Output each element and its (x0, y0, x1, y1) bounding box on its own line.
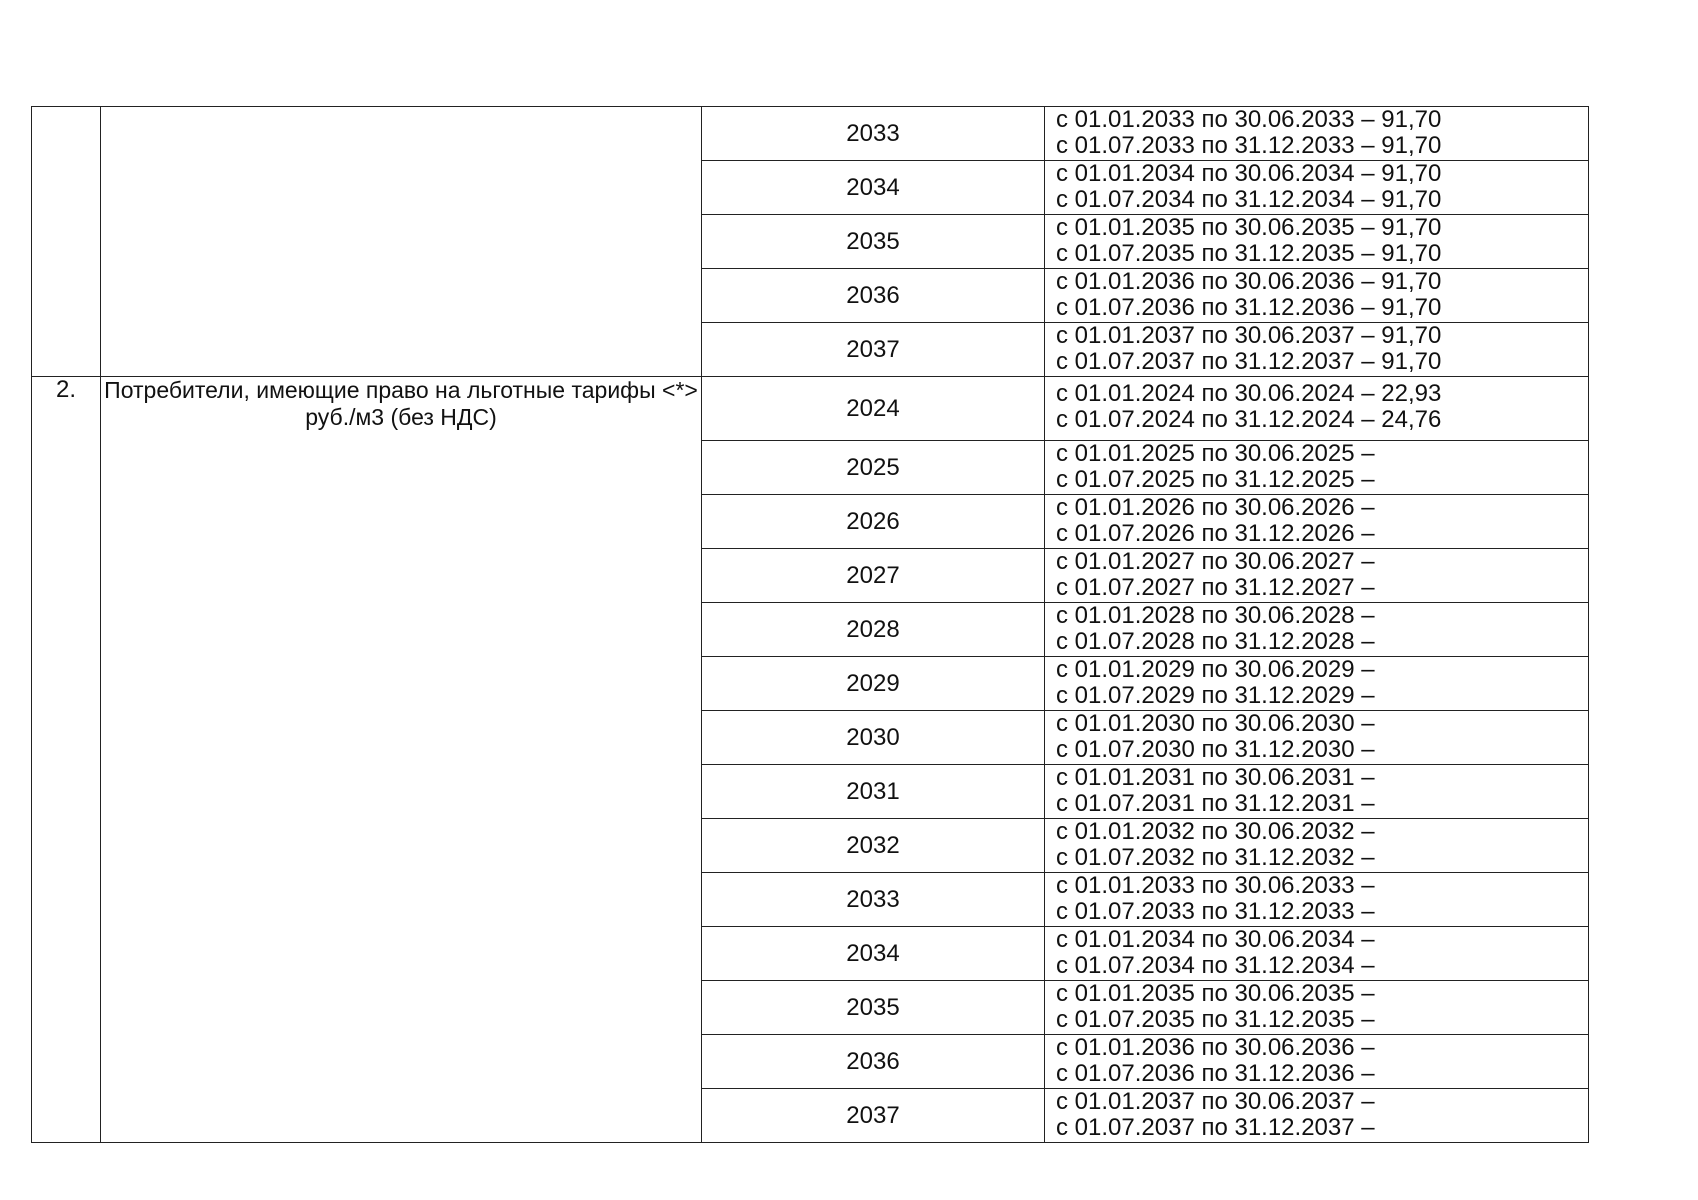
first-half-tariff: с 01.01.2035 по 30.06.2035 – 91,70 (1056, 214, 1442, 241)
second-half-tariff: с 01.07.2032 по 31.12.2032 – (1056, 844, 1375, 871)
first-half-tariff: с 01.01.2033 по 30.06.2033 – (1056, 872, 1375, 899)
tariff-periods-cell (1045, 819, 1589, 873)
tariff-periods-cell (1045, 323, 1589, 377)
year-cell: 2035 (702, 981, 1045, 1035)
year-cell: 2029 (702, 657, 1045, 711)
first-half-tariff: с 01.01.2037 по 30.06.2037 – (1056, 1088, 1375, 1115)
tariff-periods-cell (1045, 657, 1589, 711)
tariff-periods-cell (1045, 377, 1589, 441)
year-cell: 2032 (702, 819, 1045, 873)
year-cell: 2025 (702, 441, 1045, 495)
tariff-periods-cell (1045, 873, 1589, 927)
year-cell: 2034 (702, 927, 1045, 981)
tariff-periods-cell (1045, 1035, 1589, 1089)
second-half-tariff: с 01.07.2024 по 31.12.2024 – 24,76 (1056, 406, 1442, 433)
year-cell: 2031 (702, 765, 1045, 819)
year-cell: 2028 (702, 603, 1045, 657)
tariff-periods-cell (1045, 765, 1589, 819)
tariff-periods-cell (1045, 161, 1589, 215)
table-row (32, 107, 1589, 161)
second-half-tariff: с 01.07.2033 по 31.12.2033 – 91,70 (1056, 132, 1442, 159)
second-half-tariff: с 01.07.2027 по 31.12.2027 – (1056, 574, 1375, 601)
second-half-tariff: с 01.07.2025 по 31.12.2025 – (1056, 466, 1375, 493)
second-half-tariff: с 01.07.2029 по 31.12.2029 – (1056, 682, 1375, 709)
second-half-tariff: с 01.07.2035 по 31.12.2035 – 91,70 (1056, 240, 1442, 267)
year-cell: 2036 (702, 1035, 1045, 1089)
second-half-tariff: с 01.07.2030 по 31.12.2030 – (1056, 736, 1375, 763)
tariff-periods-cell (1045, 441, 1589, 495)
first-half-tariff: с 01.01.2036 по 30.06.2036 – 91,70 (1056, 268, 1442, 295)
first-half-tariff: с 01.01.2030 по 30.06.2030 – (1056, 710, 1375, 737)
year-cell: 2027 (702, 549, 1045, 603)
year-cell: 2037 (702, 323, 1045, 377)
second-half-tariff: с 01.07.2034 по 31.12.2034 – (1056, 952, 1375, 979)
tariff-periods-cell (1045, 549, 1589, 603)
first-half-tariff: с 01.01.2025 по 30.06.2025 – (1056, 440, 1375, 467)
second-half-tariff: с 01.07.2036 по 31.12.2036 – 91,70 (1056, 294, 1442, 321)
tariff-table (31, 106, 1589, 1143)
consumer-category-cell: Потребители, имеющие право на льготные тарифы <*> руб./м3 (без НДС) (101, 377, 702, 1143)
year-cell: 2036 (702, 269, 1045, 323)
second-half-tariff: с 01.07.2036 по 31.12.2036 – (1056, 1060, 1375, 1087)
first-half-tariff: с 01.01.2036 по 30.06.2036 – (1056, 1034, 1375, 1061)
tariff-periods-cell (1045, 981, 1589, 1035)
first-half-tariff: с 01.01.2024 по 30.06.2024 – 22,93 (1056, 380, 1442, 407)
tariff-periods-cell (1045, 215, 1589, 269)
first-half-tariff: с 01.01.2033 по 30.06.2033 – 91,70 (1056, 106, 1442, 133)
second-half-tariff: с 01.07.2033 по 31.12.2033 – (1056, 898, 1375, 925)
first-half-tariff: с 01.01.2028 по 30.06.2028 – (1056, 602, 1375, 629)
tariff-table-body (32, 107, 1589, 1143)
tariff-periods-cell (1045, 603, 1589, 657)
first-half-tariff: с 01.01.2034 по 30.06.2034 – 91,70 (1056, 160, 1442, 187)
tariff-periods-cell (1045, 711, 1589, 765)
first-half-tariff: с 01.01.2031 по 30.06.2031 – (1056, 764, 1375, 791)
second-half-tariff: с 01.07.2037 по 31.12.2037 – 91,70 (1056, 348, 1442, 375)
first-half-tariff: с 01.01.2026 по 30.06.2026 – (1056, 494, 1375, 521)
second-half-tariff: с 01.07.2028 по 31.12.2028 – (1056, 628, 1375, 655)
year-cell: 2033 (702, 873, 1045, 927)
year-cell: 2037 (702, 1089, 1045, 1143)
table-row (32, 377, 1589, 441)
first-half-tariff: с 01.01.2037 по 30.06.2037 – 91,70 (1056, 322, 1442, 349)
tariff-periods-cell (1045, 107, 1589, 161)
second-half-tariff: с 01.07.2035 по 31.12.2035 – (1056, 1006, 1375, 1033)
row-number-cell (32, 107, 101, 377)
tariff-periods-cell (1045, 269, 1589, 323)
second-half-tariff: с 01.07.2037 по 31.12.2037 – (1056, 1114, 1375, 1141)
second-half-tariff: с 01.07.2031 по 31.12.2031 – (1056, 790, 1375, 817)
row-number-cell: 2. (32, 377, 101, 1143)
year-cell: 2034 (702, 161, 1045, 215)
consumer-category-cell (101, 107, 702, 377)
year-cell: 2026 (702, 495, 1045, 549)
year-cell: 2024 (702, 377, 1045, 441)
first-half-tariff: с 01.01.2027 по 30.06.2027 – (1056, 548, 1375, 575)
first-half-tariff: с 01.01.2034 по 30.06.2034 – (1056, 926, 1375, 953)
first-half-tariff: с 01.01.2035 по 30.06.2035 – (1056, 980, 1375, 1007)
tariff-periods-cell (1045, 927, 1589, 981)
tariff-periods-cell (1045, 495, 1589, 549)
first-half-tariff: с 01.01.2032 по 30.06.2032 – (1056, 818, 1375, 845)
first-half-tariff: с 01.01.2029 по 30.06.2029 – (1056, 656, 1375, 683)
year-cell: 2035 (702, 215, 1045, 269)
tariff-periods-cell (1045, 1089, 1589, 1143)
second-half-tariff: с 01.07.2034 по 31.12.2034 – 91,70 (1056, 186, 1442, 213)
year-cell: 2030 (702, 711, 1045, 765)
year-cell: 2033 (702, 107, 1045, 161)
second-half-tariff: с 01.07.2026 по 31.12.2026 – (1056, 520, 1375, 547)
